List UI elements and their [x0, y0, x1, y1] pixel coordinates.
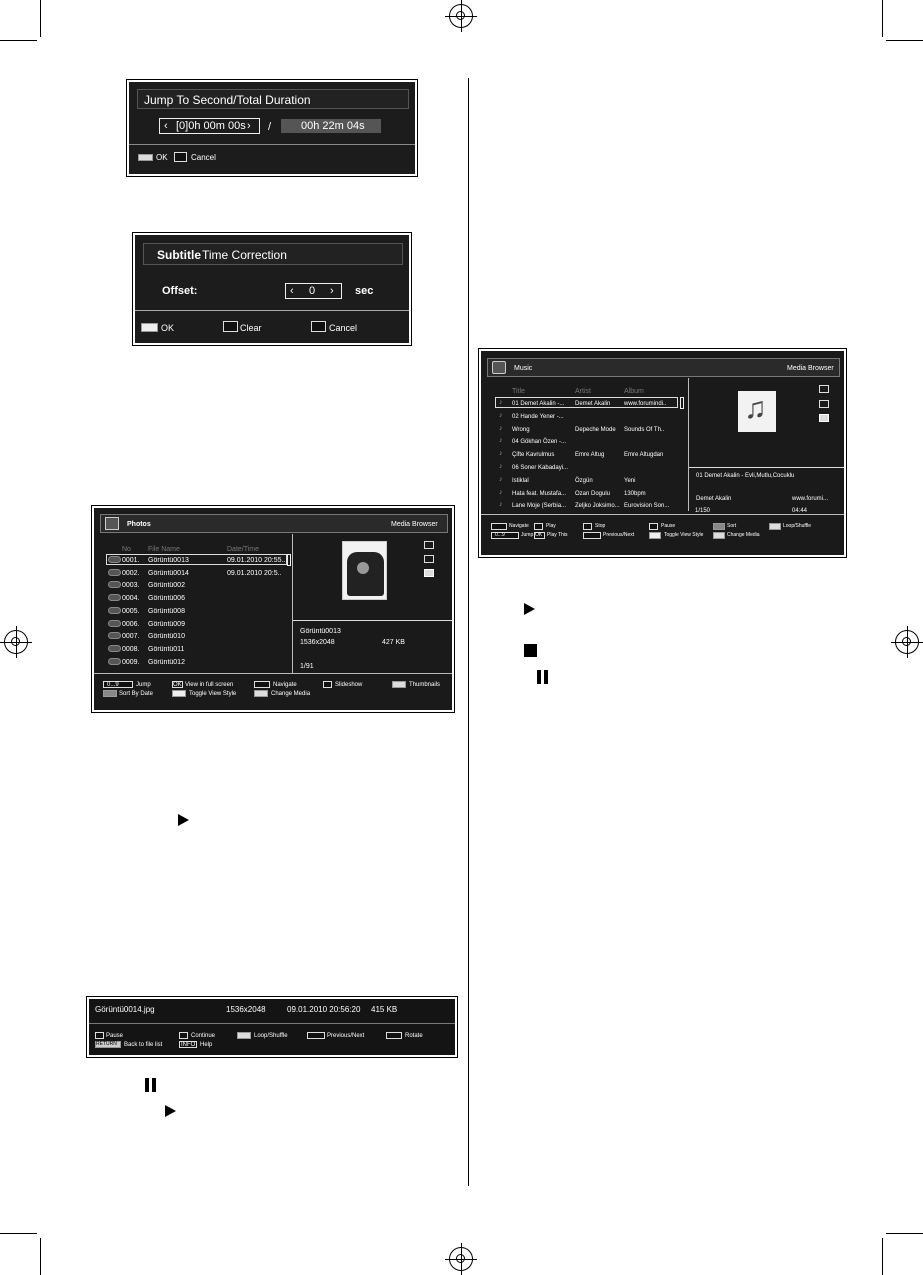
chevron-left-icon[interactable]: ‹: [164, 120, 168, 132]
music-icon: [492, 361, 506, 374]
table-row[interactable]: [108, 620, 286, 630]
pause-label[interactable]: Pause: [661, 523, 676, 529]
yellow-key-icon: [649, 532, 661, 539]
total-duration: 00h 22m 04s: [301, 120, 365, 132]
play-icon: [178, 814, 189, 826]
table-row[interactable]: [497, 450, 679, 460]
column-divider: [468, 78, 469, 1186]
blue-key-icon: [237, 1032, 251, 1039]
table-row[interactable]: [108, 607, 286, 617]
back-label[interactable]: Back to file list: [124, 1042, 163, 1048]
ok-label[interactable]: OK: [156, 153, 168, 162]
table-row[interactable]: [108, 556, 286, 566]
left-right-arrows-icon: [583, 532, 601, 539]
stop-state-icon: [424, 569, 434, 577]
registration-mark-icon: [449, 1247, 473, 1271]
continue-label[interactable]: Continue: [191, 1033, 216, 1039]
table-row[interactable]: [108, 645, 286, 655]
chevron-right-icon[interactable]: ›: [330, 285, 334, 297]
now-playing: 01 Demet Akalin - Evli,Mutlu,Cocuklu: [696, 473, 795, 479]
table-row[interactable]: [497, 463, 679, 473]
row-title: Wrong: [512, 426, 530, 433]
row-album: Emre Altugdan: [624, 452, 664, 459]
row-file-name: Görüntü010: [148, 633, 185, 641]
info-resolution: 1536x2048: [300, 639, 335, 646]
pause-icon: [537, 670, 541, 684]
ok-key-label: OK: [173, 682, 182, 688]
crop-mark: [40, 1238, 41, 1275]
crop-mark: [886, 1233, 923, 1234]
row-title: 01 Demet Akalin -...: [512, 401, 565, 407]
row-number: 0003.: [122, 582, 140, 590]
jump-dialog: [127, 80, 417, 176]
row-title: Lane Moje (Serbia...: [512, 503, 567, 510]
navigate-label[interactable]: Navigate: [509, 523, 529, 529]
clear-label[interactable]: Clear: [240, 323, 262, 333]
pause-icon: [152, 1078, 156, 1092]
play-this-label[interactable]: Play This: [547, 532, 568, 538]
repeat-icon: [819, 385, 829, 393]
music-browser: [479, 349, 846, 557]
table-row[interactable]: [497, 399, 679, 409]
photo-file-icon: [108, 556, 121, 563]
photo-thumbnail: [342, 541, 387, 600]
header-title: Title: [512, 388, 525, 395]
play-key-icon: [179, 1032, 188, 1039]
artist-name: Demet Akalin: [696, 496, 732, 502]
red-key-icon: [103, 690, 117, 697]
play-icon: [524, 603, 535, 615]
table-row[interactable]: [108, 594, 286, 604]
row-title: 06 Soner Kabadayi...: [512, 465, 569, 471]
jump-label[interactable]: Jump: [136, 682, 151, 688]
music-title: Music: [514, 365, 533, 372]
ok-key-icon: [138, 154, 153, 161]
row-album: Yeni: [624, 477, 636, 484]
registration-mark-icon: [449, 4, 473, 28]
row-title: Hata feat. Mustafa...: [512, 490, 567, 497]
subtitle-key-icon: [223, 321, 238, 332]
table-row[interactable]: [108, 658, 286, 668]
crop-mark: [0, 1233, 37, 1234]
stop-icon: [524, 644, 537, 657]
music-note-icon: ♪: [499, 463, 503, 470]
jump-separator: /: [268, 121, 272, 133]
table-row[interactable]: [108, 632, 286, 642]
registration-mark-icon: [895, 630, 919, 654]
toggle-view-label[interactable]: Toggle View Style: [664, 532, 704, 538]
change-media-label[interactable]: Change Media: [271, 691, 311, 697]
row-title: 02 Hande Yener -...: [512, 413, 564, 420]
music-note-icon: ♪: [499, 411, 503, 419]
chevron-right-icon[interactable]: ›: [247, 120, 251, 132]
row-artist: Zeljko Joksimo...: [575, 503, 620, 510]
slideshow-date: 09.01.2010 20:56:20: [287, 1005, 361, 1014]
sort-label[interactable]: Sort By Date: [119, 691, 154, 697]
row-title: Çifte Kavrulmus: [512, 452, 555, 459]
slideshow-size: 415 KB: [371, 1005, 398, 1014]
photo-count: 1/91: [300, 663, 314, 670]
music-note-icon: ♪: [499, 488, 503, 496]
subtitle-dialog-title-bold: Subtitle: [157, 248, 201, 262]
crop-mark: [882, 1238, 883, 1275]
header-file-name: File Name: [148, 546, 180, 553]
thumbnails-label[interactable]: Thumbnails: [409, 682, 441, 688]
table-row[interactable]: [497, 437, 679, 447]
photos-browser: [92, 506, 454, 712]
row-file-name: Görüntü0014: [148, 569, 189, 577]
slideshow-resolution: 1536x2048: [226, 1005, 266, 1014]
row-date: 09.01.2010 20:55..: [227, 557, 286, 564]
crop-mark: [882, 0, 883, 37]
play-key-icon: [323, 681, 332, 688]
crop-mark: [886, 40, 923, 41]
loop-shuffle-label[interactable]: Loop/Shuffle: [783, 523, 811, 529]
registration-mark-icon: [4, 630, 28, 654]
row-number: 0004.: [122, 595, 140, 603]
scrollbar[interactable]: [680, 397, 684, 409]
number-keys-label: 0...9: [107, 682, 119, 688]
brand-label: Media Browser: [787, 365, 834, 372]
row-artist: Demet Akalin: [575, 401, 611, 407]
table-row[interactable]: [108, 581, 286, 591]
pause-key-icon: [649, 523, 658, 530]
subtitle-dialog-title: Time Correction: [202, 248, 287, 262]
slideshow-file-name: Görüntü0014.jpg: [95, 1005, 155, 1014]
row-title: Istiklal: [512, 477, 529, 484]
change-media-label[interactable]: Change Media: [727, 532, 760, 538]
row-number: 0006.: [122, 620, 140, 628]
pause-icon: [544, 670, 548, 684]
play-icon: [165, 1105, 176, 1117]
stop-key-icon: [583, 523, 592, 530]
view-full-label[interactable]: View in full screen: [185, 682, 234, 688]
offset-label: Offset:: [162, 285, 198, 297]
row-file-name: Görüntü012: [148, 658, 185, 666]
sort-label[interactable]: Sort: [727, 523, 737, 529]
up-down-arrows-icon: [491, 523, 507, 530]
repeat-icon: [424, 541, 434, 549]
photos-icon: [105, 517, 119, 530]
up-down-arrows-icon: [386, 1032, 402, 1039]
header-no: No: [122, 546, 131, 553]
table-row[interactable]: [497, 489, 679, 499]
return-icon: [174, 152, 187, 162]
help-label[interactable]: Help: [200, 1042, 213, 1048]
row-number: 0001.: [122, 557, 140, 564]
pause-key-icon: [95, 1032, 104, 1039]
photo-file-icon: [108, 658, 121, 665]
crop-mark: [0, 40, 37, 41]
stop-state-icon: [819, 414, 829, 422]
music-note-icon: ♪: [499, 475, 503, 483]
up-down-arrows-icon: [254, 681, 270, 688]
row-file-name: Görüntü008: [148, 607, 185, 615]
subtitle-time-dialog: [133, 233, 411, 345]
row-title: 04 Gökhan Özen -...: [512, 439, 567, 446]
music-note-icon: ♪: [499, 437, 503, 445]
pause-label[interactable]: Pause: [106, 1033, 124, 1039]
row-artist: Depeche Mode: [575, 426, 616, 433]
number-keys-label: 0...9: [495, 532, 505, 538]
row-date: 09.01.2010 20:5..: [227, 569, 282, 577]
return-icon: [311, 321, 326, 332]
crop-mark: [40, 0, 41, 37]
toggle-view-label[interactable]: Toggle View Style: [189, 691, 237, 697]
brand-label: Media Browser: [391, 521, 438, 528]
table-row[interactable]: [497, 476, 679, 486]
album-art: [738, 391, 776, 432]
header-date: Date/Time: [227, 546, 260, 553]
header-artist: Artist: [575, 388, 591, 395]
loop-shuffle-label[interactable]: Loop/Shuffle: [254, 1033, 288, 1039]
table-row[interactable]: [497, 425, 679, 435]
info-key-label: INFO: [181, 1042, 196, 1048]
photo-file-icon: [108, 581, 121, 588]
chevron-left-icon[interactable]: ‹: [290, 285, 294, 297]
row-album: Eurovision Son...: [624, 503, 670, 510]
previous-next-label[interactable]: Previous/Next: [603, 532, 635, 538]
row-album: 130bpm: [624, 490, 646, 497]
slideshow-label[interactable]: Slideshow: [335, 682, 363, 688]
music-note-icon: ♪: [499, 424, 503, 432]
ok-label[interactable]: OK: [161, 323, 175, 333]
offset-value: 0: [309, 285, 316, 297]
row-file-name: Görüntü0013: [148, 557, 189, 564]
cancel-label[interactable]: Cancel: [329, 323, 358, 333]
artist-site: www.forumi...: [792, 496, 829, 502]
jump-label[interactable]: Jump: [521, 532, 534, 538]
row-number: 0007.: [122, 633, 140, 641]
row-file-name: Görüntü006: [148, 595, 185, 603]
row-number: 0008.: [122, 645, 140, 653]
header-album: Album: [624, 388, 644, 395]
green-key-icon: [254, 690, 268, 697]
play-key-icon: [534, 523, 543, 530]
left-right-arrows-icon: [307, 1032, 325, 1039]
pause-icon: [145, 1078, 149, 1092]
offset-unit: sec: [355, 285, 374, 297]
table-row[interactable]: [497, 501, 679, 511]
row-file-name: Görüntü009: [148, 620, 185, 628]
row-number: 0005.: [122, 607, 140, 615]
green-key-icon: [713, 532, 725, 539]
play-label[interactable]: Play: [546, 523, 556, 529]
ok-key-label: OK: [535, 532, 543, 538]
photo-file-icon: [108, 645, 121, 652]
row-number: 0009.: [122, 658, 140, 666]
shuffle-icon: [819, 400, 829, 408]
row-number: 0002.: [122, 569, 140, 577]
track-time: 04:44: [792, 508, 808, 514]
music-note-icon: ♪: [499, 501, 503, 509]
row-file-name: Görüntü011: [148, 645, 185, 653]
red-key-icon: [713, 523, 725, 530]
scrollbar[interactable]: [287, 554, 291, 566]
previous-next-label[interactable]: Previous/Next: [327, 1033, 365, 1039]
photo-file-icon: [108, 569, 121, 576]
jump-dialog-title: Jump To Second/Total Duration: [144, 93, 311, 107]
info-size: 427 KB: [382, 639, 405, 646]
shuffle-icon: [424, 555, 434, 563]
photo-file-icon: [108, 594, 121, 601]
music-note-icon: ♫: [744, 392, 767, 425]
jump-time-value: [0]0h 00m 00s: [176, 120, 246, 132]
photo-file-icon: [108, 632, 121, 639]
blue-key-icon: [392, 681, 406, 688]
music-note-icon: ♪: [499, 450, 503, 458]
row-file-name: Görüntü002: [148, 582, 185, 590]
photo-file-icon: [108, 620, 121, 627]
ok-key-icon: [141, 323, 158, 332]
stop-label[interactable]: Stop: [595, 523, 606, 529]
music-note-icon: ♪: [499, 399, 503, 406]
photos-title: Photos: [127, 521, 151, 528]
table-row[interactable]: [497, 412, 679, 422]
rotate-label[interactable]: Rotate: [405, 1033, 423, 1039]
yellow-key-icon: [172, 690, 186, 697]
row-artist: Ozan Dogulu: [575, 490, 611, 497]
row-artist: Emre Altug: [575, 452, 605, 459]
track-count: 1/150: [695, 508, 711, 514]
row-album: Sounds Of Th..: [624, 426, 665, 433]
photo-file-icon: [108, 607, 121, 614]
blue-key-icon: [769, 523, 781, 530]
row-artist: Özgün: [575, 477, 593, 484]
row-album: www.forumindi..: [624, 401, 667, 407]
info-file-name: Görüntü0013: [300, 628, 341, 635]
table-row[interactable]: [108, 569, 286, 579]
slideshow-info-bar: [87, 997, 457, 1057]
cancel-label[interactable]: Cancel: [191, 153, 216, 162]
navigate-label[interactable]: Navigate: [273, 682, 297, 688]
return-key-label: RETURN: [96, 1041, 117, 1047]
